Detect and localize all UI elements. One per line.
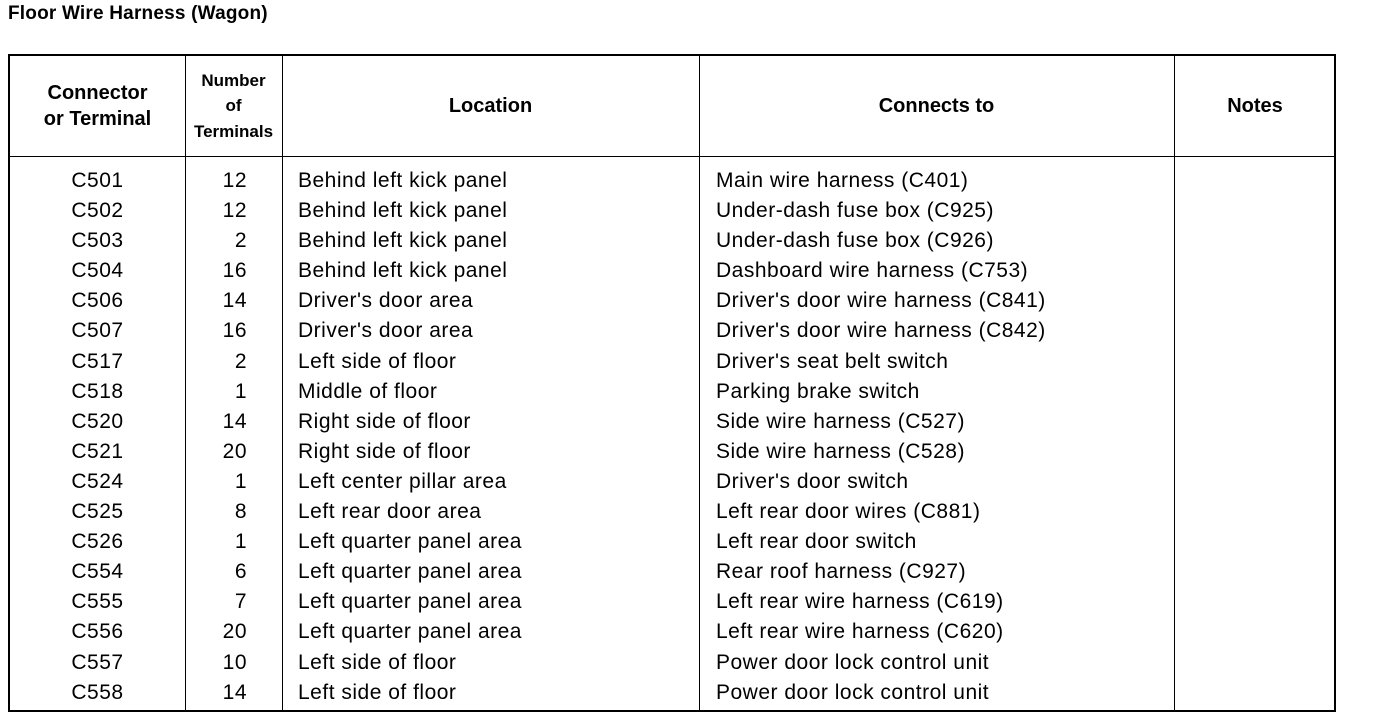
cell-connector: C517 <box>71 349 124 373</box>
table-row <box>10 407 1334 437</box>
header-connector-line1: Connector <box>47 82 148 104</box>
header-notes: Notes <box>1227 95 1283 117</box>
cell-connects-to: Driver's door wire harness (C841) <box>716 289 1046 313</box>
cell-terminals: 16 <box>222 259 247 283</box>
cell-location: Left side of floor <box>298 650 457 674</box>
header-number-line1: Number <box>201 70 266 90</box>
cell-connects-to: Side wire harness (C527) <box>716 409 965 433</box>
cell-connector: C504 <box>71 259 124 283</box>
cell-terminals: 12 <box>222 169 247 192</box>
table-row <box>10 316 1334 346</box>
table-row <box>10 286 1334 316</box>
table-body <box>10 166 1334 708</box>
table-row <box>10 617 1334 647</box>
cell-connector: C520 <box>71 409 124 433</box>
cell-terminals: 16 <box>222 319 247 343</box>
cell-connector: C506 <box>71 289 124 313</box>
cell-terminals: 2 <box>234 229 247 253</box>
header-connector <box>10 56 185 156</box>
cell-connects-to: Driver's door switch <box>716 469 909 493</box>
table-row <box>10 256 1334 286</box>
cell-connector: C507 <box>71 319 124 343</box>
cell-connector: C556 <box>71 620 124 644</box>
cell-terminals: 6 <box>234 560 247 584</box>
cell-terminals: 1 <box>234 469 247 493</box>
cell-terminals: 8 <box>234 500 247 524</box>
cell-connects-to: Main wire harness (C401) <box>716 169 969 192</box>
cell-location: Left side of floor <box>298 680 457 704</box>
cell-terminals: 2 <box>234 349 247 373</box>
cell-connector: C526 <box>71 530 124 554</box>
cell-connects-to: Dashboard wire harness (C753) <box>716 259 1029 283</box>
cell-connector: C557 <box>71 650 124 674</box>
cell-connects-to: Left rear wire harness (C619) <box>716 590 1004 614</box>
table-row <box>10 347 1334 377</box>
cell-location: Driver's door area <box>298 319 474 343</box>
cell-connector: C524 <box>71 469 124 493</box>
cell-connects-to: Parking brake switch <box>716 379 920 403</box>
header-number-line3: Terminals <box>193 121 274 141</box>
cell-connects-to: Driver's door wire harness (C842) <box>716 319 1046 343</box>
cell-terminals: 20 <box>222 620 247 644</box>
cell-connector: C521 <box>71 439 124 463</box>
cell-location: Right side of floor <box>298 409 471 433</box>
table-row <box>10 527 1334 557</box>
table-row <box>10 557 1334 587</box>
cell-terminals: 7 <box>234 590 247 614</box>
cell-terminals: 14 <box>222 409 247 433</box>
header-connects-to: Connects to <box>878 95 995 117</box>
table-row <box>10 437 1334 467</box>
table-row <box>10 678 1334 708</box>
cell-terminals: 1 <box>234 530 247 554</box>
cell-location: Behind left kick panel <box>298 229 508 253</box>
cell-location: Left center pillar area <box>298 469 507 493</box>
cell-location: Left quarter panel area <box>298 560 522 584</box>
connector-table <box>8 54 1336 712</box>
cell-connects-to: Power door lock control unit <box>716 650 990 674</box>
cell-location: Right side of floor <box>298 439 471 463</box>
cell-connects-to: Driver's seat belt switch <box>716 349 949 373</box>
header-divider <box>10 156 1334 157</box>
cell-terminals: 1 <box>234 379 247 403</box>
table-row <box>10 648 1334 678</box>
table-row <box>10 166 1334 196</box>
cell-location: Behind left kick panel <box>298 259 508 283</box>
cell-location: Behind left kick panel <box>298 169 508 192</box>
cell-terminals: 14 <box>222 289 247 313</box>
cell-terminals: 20 <box>222 439 247 463</box>
cell-connector: C503 <box>71 229 124 253</box>
cell-location: Left quarter panel area <box>298 530 522 554</box>
cell-terminals: 14 <box>222 680 247 704</box>
cell-location: Left quarter panel area <box>298 620 522 644</box>
cell-location: Driver's door area <box>298 289 474 313</box>
cell-connector: C558 <box>71 680 124 704</box>
cell-location: Middle of floor <box>298 379 438 403</box>
cell-location: Left side of floor <box>298 349 457 373</box>
header-number-of-terminals <box>185 56 282 156</box>
table-row <box>10 196 1334 226</box>
table-row <box>10 467 1334 497</box>
cell-connects-to: Left rear door wires (C881) <box>716 500 981 524</box>
cell-connector: C525 <box>71 500 124 524</box>
cell-connects-to: Under-dash fuse box (C926) <box>716 229 994 253</box>
cell-connector: C502 <box>71 199 124 223</box>
table-row <box>10 587 1334 617</box>
cell-connector: C501 <box>71 169 124 192</box>
cell-connector: C518 <box>71 379 124 403</box>
header-number-line2: of <box>225 96 242 116</box>
cell-terminals: 10 <box>222 650 247 674</box>
cell-connector: C554 <box>71 560 124 584</box>
cell-location: Behind left kick panel <box>298 199 508 223</box>
cell-connects-to: Left rear door switch <box>716 530 917 554</box>
header-location: Location <box>448 95 533 117</box>
cell-connector: C555 <box>71 590 124 614</box>
cell-connects-to: Left rear wire harness (C620) <box>716 620 1004 644</box>
cell-location: Left rear door area <box>298 500 482 524</box>
cell-location: Left quarter panel area <box>298 590 522 614</box>
cell-connects-to: Power door lock control unit <box>716 680 990 704</box>
cell-terminals: 12 <box>222 199 247 223</box>
page-title: Floor Wire Harness (Wagon) <box>8 3 268 24</box>
header-connector-line2: or Terminal <box>43 108 152 130</box>
cell-connects-to: Under-dash fuse box (C925) <box>716 199 994 223</box>
table-row <box>10 226 1334 256</box>
table-row <box>10 497 1334 527</box>
cell-connects-to: Rear roof harness (C927) <box>716 560 967 584</box>
cell-connects-to: Side wire harness (C528) <box>716 439 965 463</box>
table-row <box>10 377 1334 407</box>
